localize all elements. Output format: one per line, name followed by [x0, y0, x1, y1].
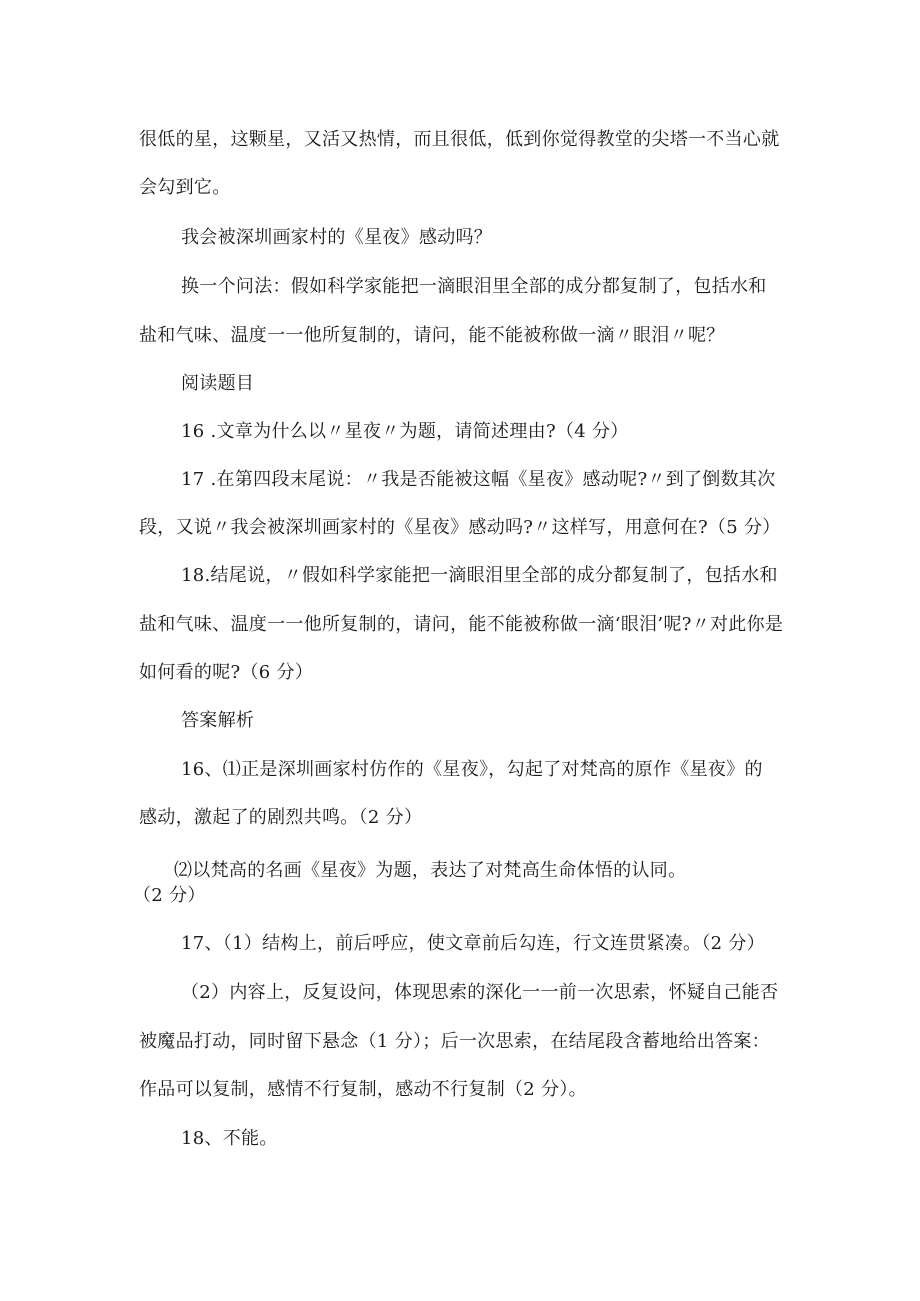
text-line: 很低的星，这颗星，又活又热情，而且很低，低到你觉得教堂的尖塔一不当心就	[139, 129, 780, 150]
text-line: 会勾到它。	[139, 177, 231, 198]
answer-18: 18、不能。	[181, 1128, 278, 1149]
text-line: 换一个问法：假如科学家能把一滴眼泪里全部的成分都复制了，包括水和	[181, 276, 767, 297]
answer-17-part-2-continued: 被魔品打动，同时留下悬念（1 分）；后一次思索，在结尾段含蓄地给出答案：	[139, 1031, 770, 1052]
answer-17-part-2: （2）内容上，反复设问，体现思索的深化一一前一次思索，怀疑自己能否	[181, 982, 779, 1003]
answer-17-part-2-continued: 作品可以复制，感情不行复制，感动不行复制（2 分）。	[139, 1079, 587, 1100]
question-18-continued: 盐和气味、温度一一他所复制的，请问，能不能被称做一滴‘眼泪’呢?〃对此你是	[139, 614, 784, 635]
question-18-continued: 如何看的呢?（6 分）	[139, 662, 314, 683]
question-17-continued: 段，又说〃我会被深圳画家村的《星夜》感动吗?〃这样写，用意何在?（5 分）	[139, 517, 781, 538]
answer-16: 16、⑴正是深圳画家村仿作的《星夜》，勾起了对梵高的原作《星夜》的	[181, 759, 763, 780]
question-16: 16 .文章为什么以〃星夜〃为题，请简述理由?（4 分）	[181, 421, 629, 442]
answer-16-part-2-score: （2 分）	[133, 885, 206, 906]
answer-16-continued: 感动，激起了的剧烈共鸣。（2 分）	[139, 807, 423, 828]
question-17: 17 .在第四段末尾说：〃我是否能被这幅《星夜》感动呢?〃到了倒数其次	[181, 469, 776, 490]
text-line: 我会被深圳画家村的《星夜》感动吗？	[181, 227, 493, 248]
answer-16-part-2: ⑵以梵高的名画《星夜》为题，表达了对梵高生命体悟的认同。	[174, 860, 687, 881]
section-heading-reading-questions: 阅读题目	[181, 373, 255, 394]
text-line: 盐和气味、温度一一他所复制的，请问，能不能被称做一滴〃眼泪〃呢？	[139, 325, 725, 346]
section-heading-answers: 答案解析	[181, 710, 255, 731]
answer-17: 17、（1）结构上，前后呼应，使文章前后勾连，行文连贯紧凑。（2 分）	[181, 933, 766, 954]
question-18: 18.结尾说，〃假如科学家能把一滴眼泪里全部的成分都复制了，包括水和	[181, 565, 778, 586]
